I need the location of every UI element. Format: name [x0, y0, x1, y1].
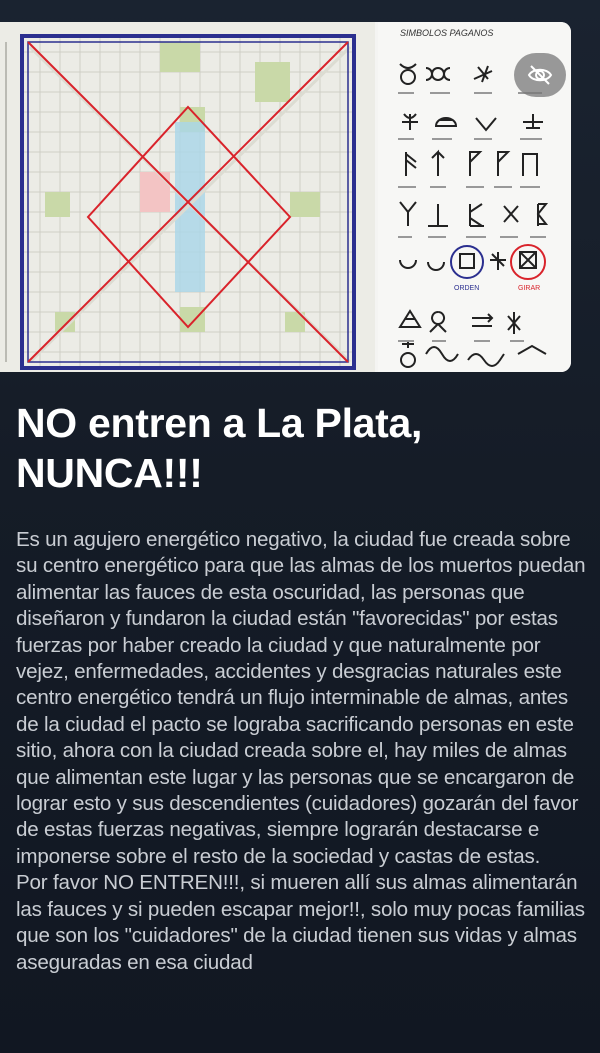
symbol-label-orden: ORDEN — [454, 285, 480, 292]
post-title: NO entren a La Plata, NUNCA!!! — [16, 400, 423, 496]
eye-slash-icon — [527, 64, 553, 86]
post-image[interactable] — [0, 22, 571, 372]
symbols-heading: SIMBOLOS PAGANOS — [400, 28, 494, 38]
post-body: Es un agujero energético negativo, la ciudad fue creada sobre su centro energético para que las almas de los muertos puedan alimentar las fauces de esta oscuridad, las personas que diseñaron y fundaron la ciudad están "favorecidas" por estas fuerzas por haber creado la ciudad y que naturalmente por vejez, enfermedades, accidentes y desgracias naturales este centro energético tendrá un flujo interminable de almas, antes de la ciudad el pacto se lograba sacrificando personas en este sitio, ahora con la ciudad creada sobre el, hay miles de almas que alimentan este lugar y las personas que se encargaron de lograr esto y sus descendientes (cuidadores) gozarán del favor de estas fuerzas negativas, siempre lograrán destacarse e imponerse sobre el resto de la sociedad y castas de estas. Por favor NO ENTREN!!!, si mueren allí sus almas alimentarán las fauces y si pueden escapar mejor!!, solo muy pocas familias que son los "cuidadores" de la ciudad tienen sus vidas y almas aseguradas en esa ciudad — [16, 528, 586, 974]
hide-image-button[interactable] — [514, 53, 566, 97]
symbol-label-girar: GIRAR — [518, 285, 541, 292]
city-map-illustration — [0, 22, 375, 372]
